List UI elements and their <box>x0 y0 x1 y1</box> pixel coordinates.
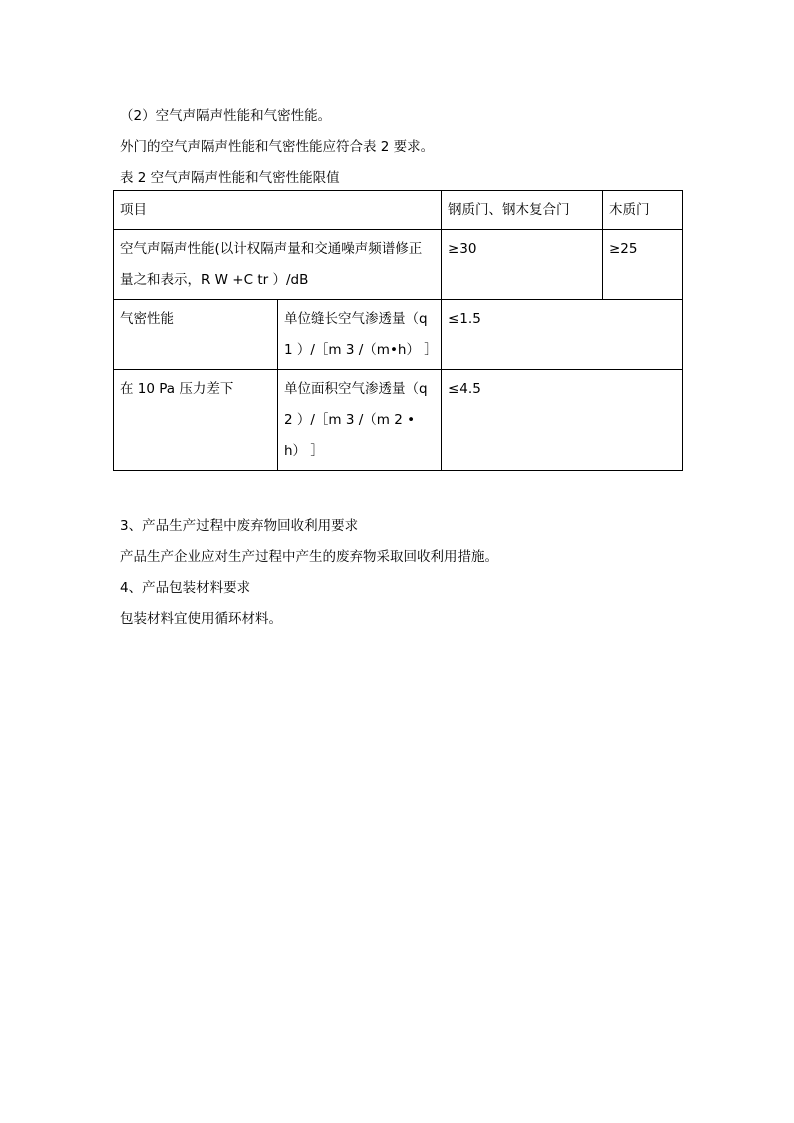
header-steel-door: 钢质门、钢木复合门 <box>442 191 603 230</box>
table-row <box>114 230 683 300</box>
air-permeability-length-label: 单位缝长空气渗透量（q 1 ）/［m 3 /（m•h） ］ <box>278 300 442 370</box>
sound-insulation-steel-value: ≥30 <box>442 230 603 300</box>
table-row <box>114 300 683 370</box>
intro-paragraph: 外门的空气声隔声性能和气密性能应符合表 2 要求。 <box>120 139 435 155</box>
table-caption: 表 2 空气声隔声性能和气密性能限值 <box>120 170 340 186</box>
air-permeability-area-label: 单位面积空气渗透量（q 2 ）/［m 3 /（m 2 •h） ］ <box>278 370 442 471</box>
air-permeability-area-value: ≤4.5 <box>442 370 683 471</box>
pressure-difference-label: 在 10 Pa 压力差下 <box>114 370 278 471</box>
table-header-row <box>114 191 683 230</box>
header-item: 项目 <box>114 191 442 230</box>
table-row <box>114 370 683 471</box>
section-heading: （2）空气声隔声性能和气密性能。 <box>120 108 332 124</box>
section-3-title: 3、产品生产过程中废弃物回收利用要求 <box>120 518 359 534</box>
air-permeability-length-value: ≤1.5 <box>442 300 683 370</box>
sound-insulation-label: 空气声隔声性能(以计权隔声量和交通噪声频谱修正量之和表示，R W +C tr ）/dB <box>114 230 442 300</box>
section-4-title: 4、产品包装材料要求 <box>120 580 251 596</box>
header-wood-door: 木质门 <box>603 191 683 230</box>
limits-table <box>113 190 683 471</box>
air-tightness-label: 气密性能 <box>114 300 278 370</box>
section-3-body: 产品生产企业应对生产过程中产生的废弃物采取回收利用措施。 <box>120 549 498 565</box>
sound-insulation-wood-value: ≥25 <box>603 230 683 300</box>
section-4-body: 包装材料宜使用循环材料。 <box>120 611 282 627</box>
